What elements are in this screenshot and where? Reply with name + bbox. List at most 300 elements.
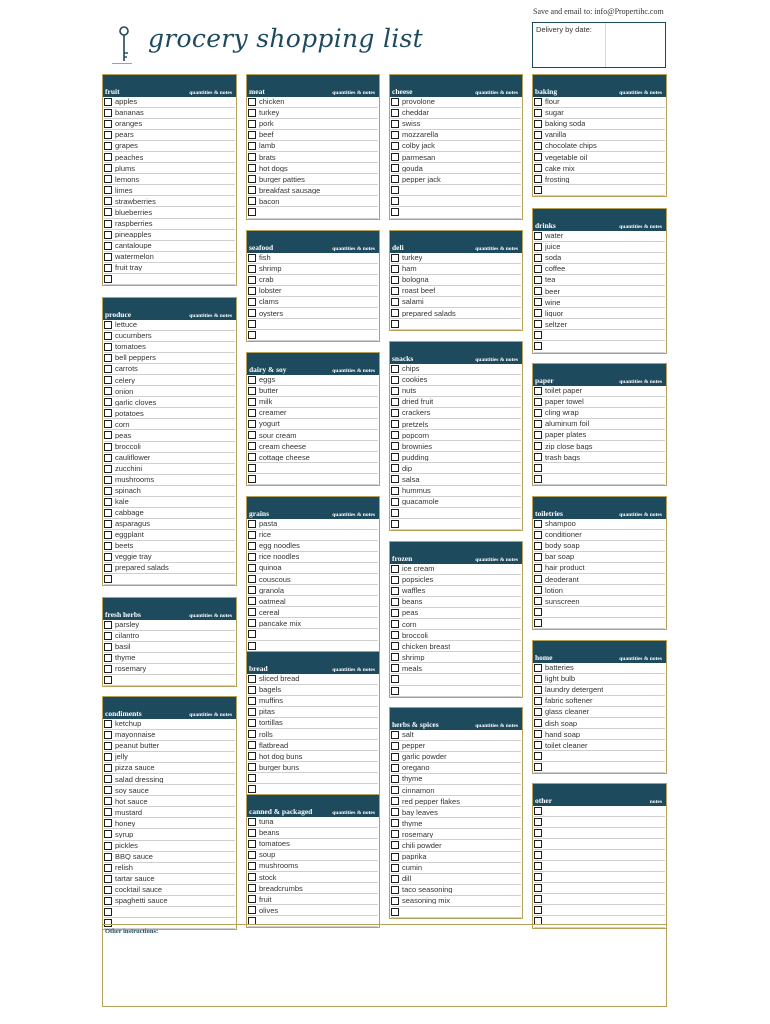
item-checkbox[interactable] bbox=[104, 654, 112, 662]
item-checkbox[interactable] bbox=[248, 675, 256, 683]
section-header bbox=[390, 75, 522, 97]
item-checkbox[interactable] bbox=[248, 98, 256, 106]
list-item bbox=[104, 519, 235, 530]
item-checkbox[interactable] bbox=[104, 621, 112, 629]
item-checkbox[interactable] bbox=[534, 265, 542, 273]
item-checkbox[interactable] bbox=[248, 730, 256, 738]
item-checkbox[interactable] bbox=[248, 475, 256, 483]
item-checkbox[interactable] bbox=[104, 509, 112, 517]
item-checkbox[interactable] bbox=[391, 498, 399, 506]
item-checkbox[interactable] bbox=[534, 409, 542, 417]
item-checkbox[interactable] bbox=[248, 708, 256, 716]
section-notes-label: notes bbox=[649, 799, 662, 805]
item-checkbox[interactable] bbox=[534, 763, 542, 771]
item-checkbox[interactable] bbox=[391, 908, 399, 916]
item-checkbox[interactable] bbox=[391, 175, 399, 183]
item-checkbox[interactable] bbox=[534, 320, 542, 328]
item-checkbox[interactable] bbox=[248, 197, 256, 205]
item-checkbox[interactable] bbox=[534, 431, 542, 439]
item-checkbox[interactable] bbox=[248, 586, 256, 594]
list-item bbox=[104, 174, 235, 185]
list-item bbox=[391, 430, 521, 441]
item-checkbox[interactable] bbox=[104, 387, 112, 395]
item-checkbox[interactable] bbox=[534, 331, 542, 339]
item-label: crab bbox=[259, 276, 274, 284]
item-label: beer bbox=[545, 287, 561, 295]
item-checkbox[interactable] bbox=[534, 442, 542, 450]
item-checkbox[interactable] bbox=[248, 387, 256, 395]
item-checkbox[interactable] bbox=[248, 774, 256, 782]
item-checkbox[interactable] bbox=[391, 98, 399, 106]
item-checkbox[interactable] bbox=[104, 720, 112, 728]
list-item bbox=[534, 850, 665, 861]
item-checkbox[interactable] bbox=[391, 875, 399, 883]
item-checkbox[interactable] bbox=[391, 287, 399, 295]
item-checkbox[interactable] bbox=[534, 464, 542, 472]
item-checkbox[interactable] bbox=[248, 752, 256, 760]
item-checkbox[interactable] bbox=[248, 575, 256, 583]
item-checkbox[interactable] bbox=[534, 453, 542, 461]
item-checkbox[interactable] bbox=[104, 398, 112, 406]
item-checkbox[interactable] bbox=[248, 697, 256, 705]
item-checkbox[interactable] bbox=[391, 664, 399, 672]
item-checkbox[interactable] bbox=[534, 109, 542, 117]
item-checkbox[interactable] bbox=[391, 520, 399, 528]
item-checkbox[interactable] bbox=[248, 442, 256, 450]
item-checkbox[interactable] bbox=[248, 520, 256, 528]
item-checkbox[interactable] bbox=[248, 453, 256, 461]
item-checkbox[interactable] bbox=[534, 309, 542, 317]
list-item bbox=[248, 430, 378, 441]
item-checkbox[interactable] bbox=[534, 254, 542, 262]
item-checkbox[interactable] bbox=[391, 897, 399, 905]
item-checkbox[interactable] bbox=[104, 175, 112, 183]
item-checkbox[interactable] bbox=[104, 253, 112, 261]
item-label: lotion bbox=[545, 586, 563, 595]
item-list bbox=[533, 519, 666, 629]
item-checkbox[interactable] bbox=[104, 564, 112, 572]
item-label: hair product bbox=[545, 564, 585, 572]
item-checkbox[interactable] bbox=[104, 332, 112, 340]
item-checkbox[interactable] bbox=[391, 265, 399, 273]
item-checkbox[interactable] bbox=[391, 841, 399, 849]
list-item bbox=[534, 452, 665, 463]
item-checkbox[interactable] bbox=[391, 475, 399, 483]
item-checkbox[interactable] bbox=[104, 197, 112, 205]
item-checkbox[interactable] bbox=[391, 864, 399, 872]
item-checkbox[interactable] bbox=[248, 298, 256, 306]
item-checkbox[interactable] bbox=[534, 895, 542, 903]
list-item bbox=[104, 730, 235, 741]
item-checkbox[interactable] bbox=[104, 886, 112, 894]
item-checkbox[interactable] bbox=[534, 697, 542, 705]
item-checkbox[interactable] bbox=[391, 642, 399, 650]
item-checkbox[interactable] bbox=[248, 884, 256, 892]
item-checkbox[interactable] bbox=[248, 619, 256, 627]
item-checkbox[interactable] bbox=[391, 675, 399, 683]
section-title: fruit bbox=[105, 87, 120, 96]
list-item bbox=[534, 751, 665, 762]
item-checkbox[interactable] bbox=[104, 120, 112, 128]
item-checkbox[interactable] bbox=[534, 398, 542, 406]
item-checkbox[interactable] bbox=[391, 830, 399, 838]
item-checkbox[interactable] bbox=[391, 487, 399, 495]
item-checkbox[interactable] bbox=[534, 298, 542, 306]
item-checkbox[interactable] bbox=[391, 687, 399, 695]
list-item bbox=[534, 674, 665, 685]
item-checkbox[interactable] bbox=[534, 475, 542, 483]
item-checkbox[interactable] bbox=[391, 431, 399, 439]
item-checkbox[interactable] bbox=[534, 807, 542, 815]
item-checkbox[interactable] bbox=[248, 120, 256, 128]
item-checkbox[interactable] bbox=[248, 829, 256, 837]
item-checkbox[interactable] bbox=[248, 553, 256, 561]
item-checkbox[interactable] bbox=[104, 498, 112, 506]
item-checkbox[interactable] bbox=[248, 597, 256, 605]
item-checkbox[interactable] bbox=[248, 265, 256, 273]
item-checkbox[interactable] bbox=[104, 830, 112, 838]
item-checkbox[interactable] bbox=[534, 906, 542, 914]
item-checkbox[interactable] bbox=[391, 298, 399, 306]
item-checkbox[interactable] bbox=[534, 619, 542, 627]
item-checkbox[interactable] bbox=[248, 320, 256, 328]
item-checkbox[interactable] bbox=[248, 208, 256, 216]
list-item bbox=[104, 874, 235, 885]
item-checkbox[interactable] bbox=[534, 287, 542, 295]
item-checkbox[interactable] bbox=[248, 686, 256, 694]
item-checkbox[interactable] bbox=[248, 895, 256, 903]
item-checkbox[interactable] bbox=[534, 840, 542, 848]
item-checkbox[interactable] bbox=[104, 731, 112, 739]
item-checkbox[interactable] bbox=[534, 873, 542, 881]
item-checkbox[interactable] bbox=[391, 576, 399, 584]
item-checkbox[interactable] bbox=[248, 331, 256, 339]
item-checkbox[interactable] bbox=[248, 276, 256, 284]
item-checkbox[interactable] bbox=[534, 851, 542, 859]
item-checkbox[interactable] bbox=[534, 829, 542, 837]
item-label: coffee bbox=[545, 265, 566, 273]
item-checkbox[interactable] bbox=[534, 564, 542, 572]
item-checkbox[interactable] bbox=[534, 675, 542, 683]
item-checkbox[interactable] bbox=[104, 676, 112, 684]
item-label: veggie tray bbox=[115, 553, 152, 561]
item-checkbox[interactable] bbox=[104, 208, 112, 216]
item-checkbox[interactable] bbox=[534, 276, 542, 284]
item-checkbox[interactable] bbox=[248, 164, 256, 172]
item-checkbox[interactable] bbox=[104, 665, 112, 673]
item-checkbox[interactable] bbox=[104, 264, 112, 272]
item-checkbox[interactable] bbox=[534, 686, 542, 694]
item-label: rice bbox=[259, 531, 272, 539]
item-checkbox[interactable] bbox=[391, 109, 399, 117]
item-checkbox[interactable] bbox=[391, 753, 399, 761]
item-checkbox[interactable] bbox=[248, 420, 256, 428]
item-checkbox[interactable] bbox=[248, 642, 256, 650]
item-checkbox[interactable] bbox=[534, 553, 542, 561]
item-label: muffins bbox=[259, 697, 284, 705]
item-checkbox[interactable] bbox=[391, 775, 399, 783]
item-checkbox[interactable] bbox=[104, 321, 112, 329]
item-checkbox[interactable] bbox=[248, 719, 256, 727]
item-checkbox[interactable] bbox=[391, 764, 399, 772]
item-checkbox[interactable] bbox=[534, 175, 542, 183]
item-checkbox[interactable] bbox=[391, 131, 399, 139]
item-checkbox[interactable] bbox=[391, 808, 399, 816]
item-checkbox[interactable] bbox=[248, 287, 256, 295]
item-checkbox[interactable] bbox=[391, 409, 399, 417]
item-checkbox[interactable] bbox=[534, 608, 542, 616]
item-checkbox[interactable] bbox=[391, 387, 399, 395]
item-checkbox[interactable] bbox=[391, 609, 399, 617]
item-checkbox[interactable] bbox=[534, 818, 542, 826]
item-list bbox=[247, 519, 379, 652]
item-checkbox[interactable] bbox=[248, 153, 256, 161]
item-checkbox[interactable] bbox=[104, 808, 112, 816]
item-checkbox[interactable] bbox=[391, 365, 399, 373]
item-checkbox[interactable] bbox=[534, 387, 542, 395]
item-checkbox[interactable] bbox=[104, 409, 112, 417]
item-checkbox[interactable] bbox=[534, 120, 542, 128]
item-checkbox[interactable] bbox=[104, 343, 112, 351]
item-checkbox[interactable] bbox=[248, 542, 256, 550]
item-checkbox[interactable] bbox=[534, 420, 542, 428]
item-label: peanut butter bbox=[115, 742, 160, 750]
item-checkbox[interactable] bbox=[391, 153, 399, 161]
item-checkbox[interactable] bbox=[248, 109, 256, 117]
list-item bbox=[534, 740, 665, 751]
list-item bbox=[104, 408, 235, 419]
item-label: thyme bbox=[115, 654, 136, 662]
item-checkbox[interactable] bbox=[534, 884, 542, 892]
section-bread bbox=[246, 651, 380, 797]
item-checkbox[interactable] bbox=[248, 186, 256, 194]
item-checkbox[interactable] bbox=[104, 443, 112, 451]
section-canned-packaged bbox=[246, 794, 380, 928]
item-checkbox[interactable] bbox=[248, 741, 256, 749]
item-checkbox[interactable] bbox=[104, 553, 112, 561]
other-instructions-box[interactable] bbox=[102, 924, 667, 1007]
item-list bbox=[533, 97, 666, 196]
item-checkbox[interactable] bbox=[534, 520, 542, 528]
item-checkbox[interactable] bbox=[391, 620, 399, 628]
item-checkbox[interactable] bbox=[104, 575, 112, 583]
item-checkbox[interactable] bbox=[248, 873, 256, 881]
item-checkbox[interactable] bbox=[391, 453, 399, 461]
item-checkbox[interactable] bbox=[534, 164, 542, 172]
item-checkbox[interactable] bbox=[391, 786, 399, 794]
item-checkbox[interactable] bbox=[104, 742, 112, 750]
item-checkbox[interactable] bbox=[391, 442, 399, 450]
item-checkbox[interactable] bbox=[104, 897, 112, 905]
item-checkbox[interactable] bbox=[248, 409, 256, 417]
item-checkbox[interactable] bbox=[534, 586, 542, 594]
item-checkbox[interactable] bbox=[104, 853, 112, 861]
item-checkbox[interactable] bbox=[248, 763, 256, 771]
item-checkbox[interactable] bbox=[248, 531, 256, 539]
item-checkbox[interactable] bbox=[248, 818, 256, 826]
item-checkbox[interactable] bbox=[248, 398, 256, 406]
item-checkbox[interactable] bbox=[104, 242, 112, 250]
item-checkbox[interactable] bbox=[104, 786, 112, 794]
list-item bbox=[391, 686, 521, 697]
item-checkbox[interactable] bbox=[104, 842, 112, 850]
item-checkbox[interactable] bbox=[391, 309, 399, 317]
item-checkbox[interactable] bbox=[391, 120, 399, 128]
item-label: granola bbox=[259, 586, 285, 595]
item-label: flatbread bbox=[259, 741, 289, 750]
item-checkbox[interactable] bbox=[534, 862, 542, 870]
item-checkbox[interactable] bbox=[534, 531, 542, 539]
item-checkbox[interactable] bbox=[534, 342, 542, 350]
item-checkbox[interactable] bbox=[534, 98, 542, 106]
item-checkbox[interactable] bbox=[248, 464, 256, 472]
item-checkbox[interactable] bbox=[391, 598, 399, 606]
item-checkbox[interactable] bbox=[104, 275, 112, 283]
item-checkbox[interactable] bbox=[534, 243, 542, 251]
item-checkbox[interactable] bbox=[104, 875, 112, 883]
item-checkbox[interactable] bbox=[104, 753, 112, 761]
item-checkbox[interactable] bbox=[104, 220, 112, 228]
item-label: cottage cheese bbox=[259, 453, 310, 462]
item-checkbox[interactable] bbox=[104, 164, 112, 172]
item-checkbox[interactable] bbox=[248, 851, 256, 859]
item-checkbox[interactable] bbox=[391, 886, 399, 894]
item-checkbox[interactable] bbox=[391, 565, 399, 573]
item-checkbox[interactable] bbox=[104, 487, 112, 495]
list-item bbox=[391, 196, 521, 207]
item-checkbox[interactable] bbox=[391, 631, 399, 639]
item-checkbox[interactable] bbox=[248, 608, 256, 616]
item-checkbox[interactable] bbox=[104, 465, 112, 473]
list-item bbox=[534, 341, 665, 352]
item-checkbox[interactable] bbox=[104, 797, 112, 805]
item-checkbox[interactable] bbox=[391, 587, 399, 595]
item-checkbox[interactable] bbox=[534, 542, 542, 550]
item-checkbox[interactable] bbox=[534, 153, 542, 161]
item-checkbox[interactable] bbox=[391, 320, 399, 328]
item-checkbox[interactable] bbox=[391, 208, 399, 216]
item-label: turkey bbox=[259, 109, 280, 117]
item-label: pepper jack bbox=[402, 175, 441, 184]
item-checkbox[interactable] bbox=[104, 520, 112, 528]
item-checkbox[interactable] bbox=[391, 276, 399, 284]
item-checkbox[interactable] bbox=[391, 853, 399, 861]
item-checkbox[interactable] bbox=[391, 376, 399, 384]
item-checkbox[interactable] bbox=[104, 420, 112, 428]
item-checkbox[interactable] bbox=[391, 509, 399, 517]
item-checkbox[interactable] bbox=[248, 840, 256, 848]
list-item bbox=[248, 905, 378, 916]
item-checkbox[interactable] bbox=[104, 454, 112, 462]
item-checkbox[interactable] bbox=[391, 186, 399, 194]
item-checkbox[interactable] bbox=[391, 197, 399, 205]
list-item bbox=[104, 863, 235, 874]
item-checkbox[interactable] bbox=[104, 98, 112, 106]
item-checkbox[interactable] bbox=[248, 175, 256, 183]
item-checkbox[interactable] bbox=[104, 131, 112, 139]
item-checkbox[interactable] bbox=[534, 741, 542, 749]
item-checkbox[interactable] bbox=[534, 752, 542, 760]
item-checkbox[interactable] bbox=[391, 164, 399, 172]
item-checkbox[interactable] bbox=[248, 376, 256, 384]
item-checkbox[interactable] bbox=[248, 862, 256, 870]
item-checkbox[interactable] bbox=[534, 719, 542, 727]
item-checkbox[interactable] bbox=[104, 864, 112, 872]
item-checkbox[interactable] bbox=[534, 575, 542, 583]
item-checkbox[interactable] bbox=[104, 186, 112, 194]
item-checkbox[interactable] bbox=[248, 142, 256, 150]
item-checkbox[interactable] bbox=[104, 643, 112, 651]
item-checkbox[interactable] bbox=[391, 420, 399, 428]
item-checkbox[interactable] bbox=[104, 819, 112, 827]
item-checkbox[interactable] bbox=[104, 431, 112, 439]
item-checkbox[interactable] bbox=[391, 797, 399, 805]
item-checkbox[interactable] bbox=[104, 775, 112, 783]
item-checkbox[interactable] bbox=[391, 819, 399, 827]
delivery-date-box[interactable] bbox=[532, 22, 666, 68]
item-checkbox[interactable] bbox=[534, 708, 542, 716]
item-checkbox[interactable] bbox=[534, 142, 542, 150]
item-checkbox[interactable] bbox=[104, 365, 112, 373]
section-header bbox=[103, 75, 236, 97]
item-checkbox[interactable] bbox=[248, 906, 256, 914]
item-checkbox[interactable] bbox=[104, 153, 112, 161]
list-item bbox=[534, 618, 665, 629]
list-item bbox=[248, 740, 378, 751]
item-checkbox[interactable] bbox=[104, 354, 112, 362]
item-label: grapes bbox=[115, 142, 138, 150]
item-checkbox[interactable] bbox=[248, 309, 256, 317]
item-checkbox[interactable] bbox=[104, 231, 112, 239]
item-checkbox[interactable] bbox=[248, 785, 256, 793]
item-checkbox[interactable] bbox=[104, 632, 112, 640]
item-checkbox[interactable] bbox=[248, 431, 256, 439]
item-checkbox[interactable] bbox=[391, 653, 399, 661]
item-checkbox[interactable] bbox=[104, 476, 112, 484]
item-checkbox[interactable] bbox=[391, 398, 399, 406]
list-item bbox=[534, 185, 665, 196]
item-checkbox[interactable] bbox=[391, 464, 399, 472]
item-checkbox[interactable] bbox=[104, 531, 112, 539]
item-label: oysters bbox=[259, 309, 284, 317]
item-checkbox[interactable] bbox=[534, 232, 542, 240]
item-checkbox[interactable] bbox=[248, 564, 256, 572]
item-checkbox[interactable] bbox=[104, 908, 112, 916]
item-checkbox[interactable] bbox=[104, 142, 112, 150]
item-checkbox[interactable] bbox=[391, 731, 399, 739]
item-checkbox[interactable] bbox=[104, 764, 112, 772]
item-checkbox[interactable] bbox=[248, 630, 256, 638]
item-checkbox[interactable] bbox=[104, 542, 112, 550]
item-checkbox[interactable] bbox=[534, 186, 542, 194]
item-checkbox[interactable] bbox=[534, 730, 542, 738]
item-checkbox[interactable] bbox=[534, 664, 542, 672]
section-frozen bbox=[389, 541, 523, 698]
item-checkbox[interactable] bbox=[391, 142, 399, 150]
item-checkbox[interactable] bbox=[534, 597, 542, 605]
item-checkbox[interactable] bbox=[248, 131, 256, 139]
item-checkbox[interactable] bbox=[104, 109, 112, 117]
item-label: honey bbox=[115, 819, 136, 828]
item-checkbox[interactable] bbox=[534, 131, 542, 139]
section-notes-label: quantities & notes bbox=[189, 613, 232, 619]
item-label: raspberries bbox=[115, 219, 153, 228]
item-label: tuna bbox=[259, 818, 274, 826]
item-checkbox[interactable] bbox=[391, 254, 399, 262]
item-checkbox[interactable] bbox=[248, 254, 256, 262]
item-checkbox[interactable] bbox=[391, 742, 399, 750]
item-checkbox[interactable] bbox=[104, 376, 112, 384]
